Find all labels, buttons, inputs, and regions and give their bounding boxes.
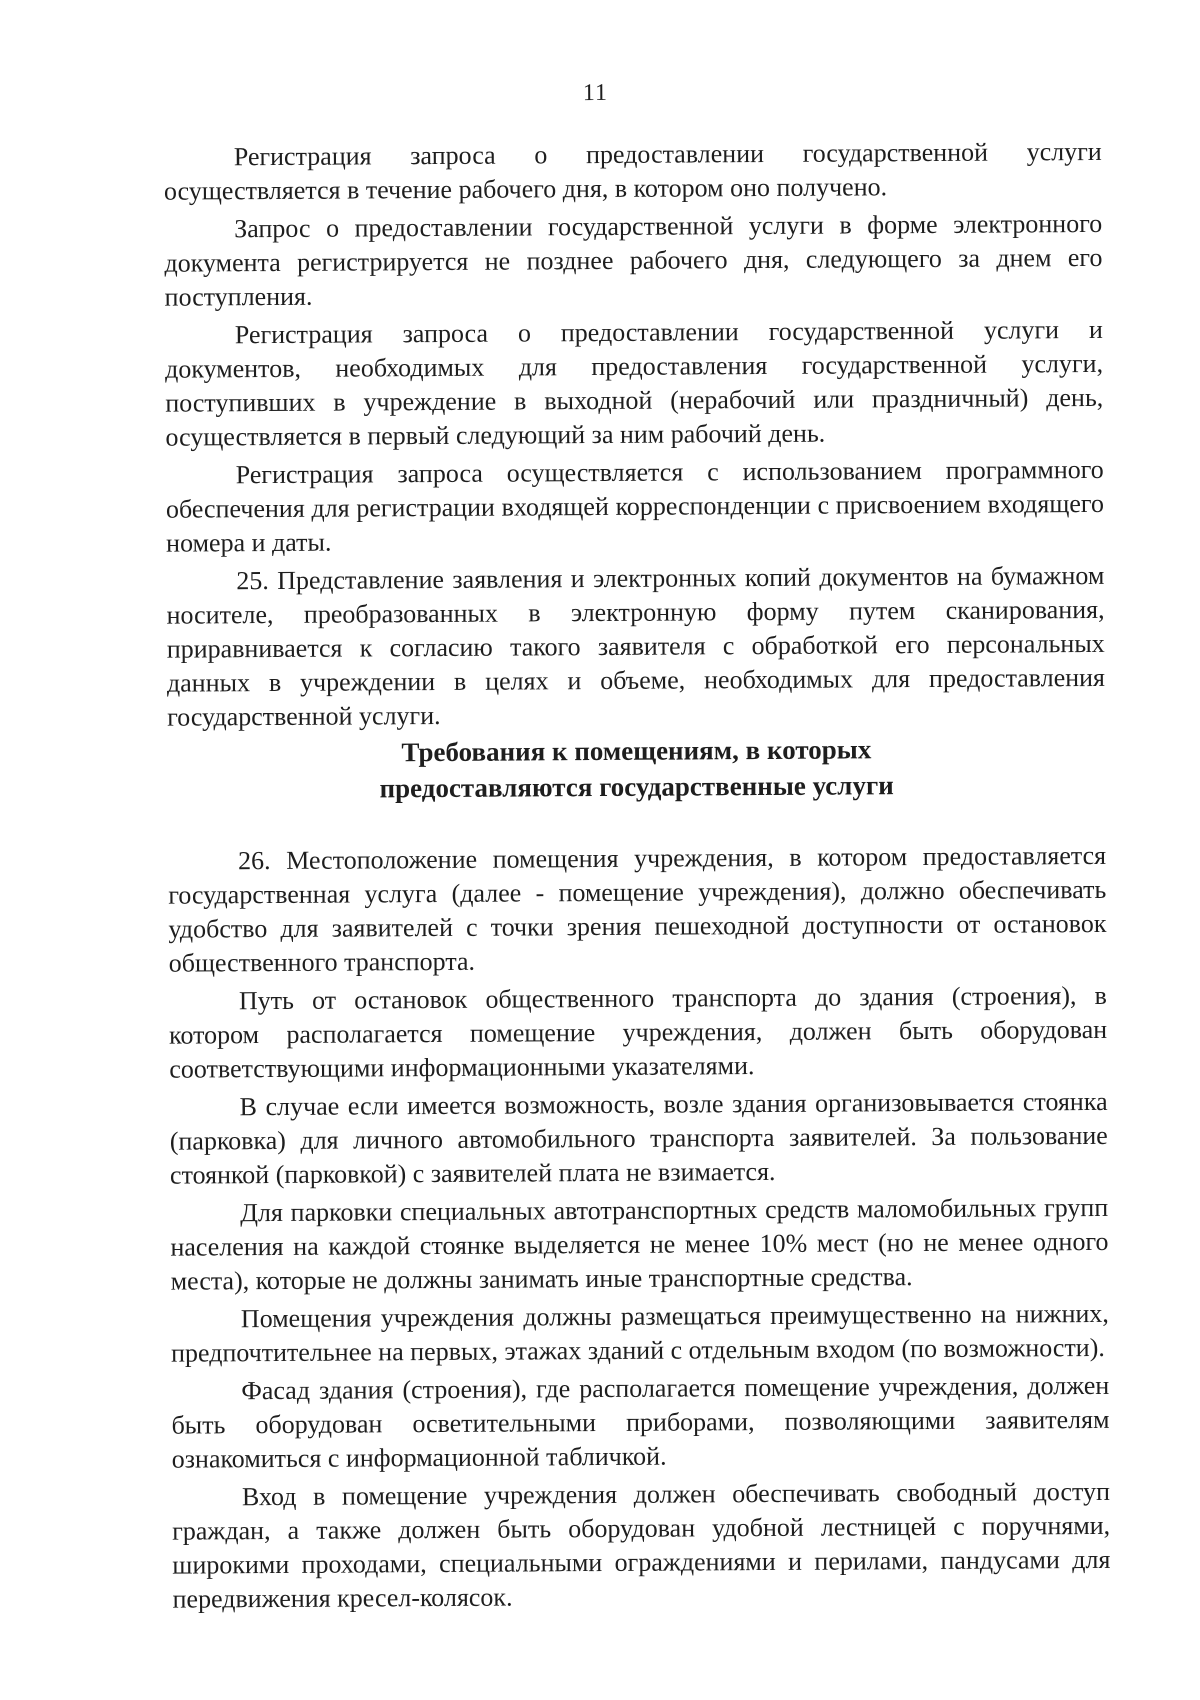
paragraph: Регистрация запроса осуществляется с использованием программного обеспечения для регистрации входящей корреспонденции с присвоением входящего номера и даты. (165, 454, 1104, 558)
paragraphs-after-heading (168, 839, 1111, 1617)
paragraphs-before-heading (164, 135, 1106, 735)
paragraph: Фасад здания (строения), где располагается помещение учреждения, должен быть оборудован осветительными приборами, позволяющими заявителям ознакомиться с информационной табличкой. (171, 1370, 1110, 1474)
paragraph: Для парковки специальных автотранспортных средств маломобильных групп населения на каждой стоянке выделяется не менее 10% мест (но не менее одного места), которые не должны занимать иные транспортные средства. (170, 1192, 1109, 1296)
paragraph-item-25: 25. Представление заявления и электронных копий документов на бумажном носителе, преобразованных в электронную форму путем сканирования, приравнивается к согласию такого заявителя с обработкой его персональных данных в учреждении в целях и объеме, необходимых для предоставления государственной услуги. (166, 560, 1106, 732)
paragraph: Путь от остановок общественного транспорта до здания (строения), в котором располагается помещение учреждения, должен быть оборудован соответствующими информационными указателями. (169, 980, 1108, 1084)
paragraph: Запрос о предоставлении государственной услуги в форме электронного документа регистрируется не позднее рабочего дня, следующего за днем его поступления. (164, 208, 1103, 312)
section-heading (167, 730, 1105, 808)
paragraph: Регистрация запроса о предоставлении государственной услуги осуществляется в течение рабочего дня, в котором оно получено. (163, 136, 1102, 206)
section-heading-line-1: Требования к помещениям, в которых (401, 734, 872, 768)
page-number: 11 (582, 79, 609, 107)
paragraph-item-26: 26. Местоположение помещения учреждения, в котором предоставляется государственная услуга (далее - помещение учреждения), должно обеспечивать удобство для заявителей с точки зрения пешеходной доступности от остановок общественного транспорта. (168, 840, 1107, 978)
paragraph: Регистрация запроса о предоставлении государственной услуги и документов, необходимых для предоставления государственной услуги, поступивших в учреждение в выходной (нерабочий или праздничный) день, осуществляется в первый следующий за ним рабочий день. (164, 314, 1104, 452)
paragraph: Вход в помещение учреждения должен обеспечивать свободный доступ граждан, а также должен быть оборудован удобной лестницей с поручнями, широкими проходами, специальными ограждениями и перилами, пандусами для передвижения кресел-колясок. (172, 1476, 1111, 1614)
paragraph: Помещения учреждения должны размещаться преимущественно на нижних, предпочтительнее на первых, этажах зданий с отдельным входом (по возможности). (170, 1298, 1109, 1368)
section-heading-line-2: предоставляются государственные услуги (379, 770, 894, 804)
paragraph: В случае если имеется возможность, возле здания организовывается стоянка (парковка) для личного автомобильного транспорта заявителей. За пользование стоянкой (парковкой) с заявителей плата не взимается. (169, 1086, 1108, 1190)
